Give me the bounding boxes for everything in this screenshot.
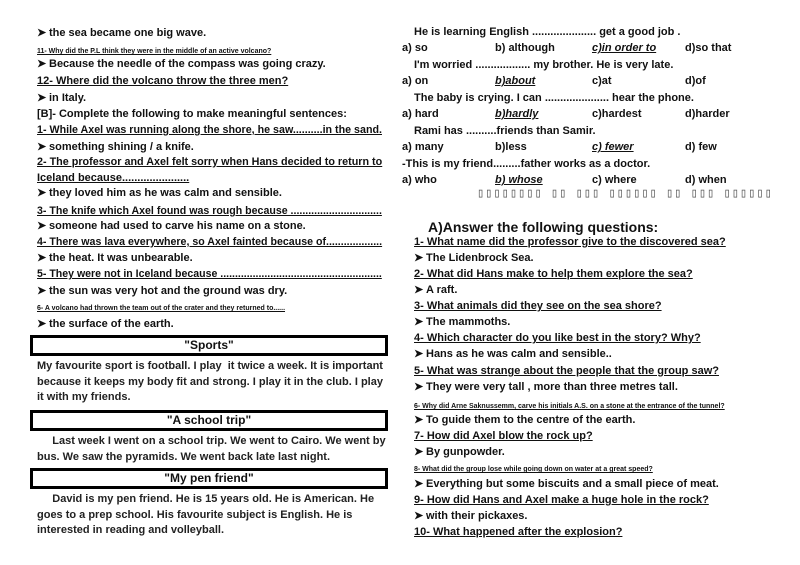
- arrow-bullet-icon: ➤: [414, 316, 424, 328]
- question-line: [37, 156, 382, 169]
- mcq-option: d)of: [685, 75, 706, 87]
- question-line: [37, 124, 382, 137]
- mcq-option: b) although: [495, 42, 555, 54]
- line-text: To guide them to the centre of the earth.: [426, 414, 636, 426]
- line-text: 7- How did Axel blow the rock up?: [414, 430, 593, 442]
- mcq-option: b) whose: [495, 174, 543, 186]
- mcq-option: c)hardest: [592, 108, 642, 120]
- answer-line: [414, 478, 719, 491]
- line-text: the sea became one big wave.: [49, 27, 207, 39]
- arrow-bullet-icon: ➤: [37, 92, 47, 104]
- answer-line: [37, 187, 282, 200]
- arrow-bullet-icon: ➤: [37, 285, 47, 297]
- line-text: Everything but some biscuits and a small piece of meat.: [426, 478, 719, 490]
- arrow-bullet-icon: ➤: [37, 318, 47, 330]
- line-text: in Italy.: [49, 92, 87, 104]
- school-trip-heading: "A school trip": [30, 410, 388, 431]
- line-text: the surface of the earth.: [49, 318, 174, 330]
- mcq-stem: Rami has ..........friends than Samir.: [414, 125, 596, 137]
- arrow-bullet-icon: ➤: [414, 381, 424, 393]
- answer-line: [37, 318, 174, 331]
- mcq-option: b)less: [495, 141, 527, 153]
- line-text: By gunpowder.: [426, 446, 505, 458]
- sports-heading: "Sports": [30, 335, 388, 356]
- line-text: someone had used to carve his name on a stone.: [49, 220, 306, 232]
- line-text: Because the needle of the compass was going crazy.: [49, 58, 326, 70]
- unreadable-text: ▯▯▯▯▯▯▯▯ ▯▯ ▯▯▯ ▯▯▯▯▯▯ ▯▯ ▯▯▯ ▯▯▯▯▯▯: [476, 186, 773, 201]
- line-text: [B]- Complete the following to make meaningful sentences:: [37, 108, 347, 120]
- mcq-option: c)at: [592, 75, 612, 87]
- mcq-stem: I'm worried .................. my brother. He is very late.: [414, 59, 674, 71]
- question-line: [414, 268, 693, 281]
- line-text: Iceland because......................: [37, 172, 190, 184]
- arrow-bullet-icon: ➤: [37, 252, 47, 264]
- mcq-option: a) who: [402, 174, 437, 186]
- answer-line: [37, 220, 306, 233]
- line-text: 4- Which character do you like best in the story? Why?: [414, 332, 701, 344]
- line-text: the heat. It was unbearable.: [49, 252, 193, 264]
- question-line: [37, 205, 382, 218]
- mcq-option: c) where: [592, 174, 637, 186]
- sports-paragraph: My favourite sport is football. I play it twice a week. It is important because it keeps my body fit and strong. I play it in the club. I play it with my friends.: [37, 360, 387, 403]
- mcq-option: a) so: [402, 42, 428, 54]
- arrow-bullet-icon: ➤: [37, 187, 47, 199]
- question-line: [414, 300, 662, 313]
- line-text: The mammoths.: [426, 316, 511, 328]
- answer-line: [414, 381, 678, 394]
- question-line: [414, 400, 725, 413]
- arrow-bullet-icon: ➤: [414, 446, 424, 458]
- line-text: something shining / a knife.: [49, 141, 194, 153]
- question-line: [37, 45, 271, 58]
- mcq-option: c)in order to: [592, 42, 657, 54]
- arrow-bullet-icon: ➤: [37, 220, 47, 232]
- line-text: with their pickaxes.: [426, 510, 528, 522]
- answer-line: [37, 285, 287, 298]
- mcq-stem: -This is my friend.........father works as a doctor.: [402, 158, 651, 170]
- answer-line: [37, 27, 206, 40]
- line-text: they loved him as he was calm and sensible.: [49, 187, 282, 199]
- question-line: [37, 236, 382, 249]
- mcq-option: d)harder: [685, 108, 730, 120]
- line-text: 5- What was strange about the people that the group saw?: [414, 365, 719, 377]
- mcq-option: a) on: [402, 75, 429, 87]
- question-line: [414, 365, 719, 378]
- answer-line: [414, 348, 612, 361]
- arrow-bullet-icon: ➤: [37, 141, 47, 153]
- line-text: 1- What name did the professor give to the discovered sea?: [414, 236, 726, 248]
- section-heading: A)Answer the following questions:: [428, 219, 659, 235]
- mcq-option: d)so that: [685, 42, 732, 54]
- line-text: 5- They were not in Iceland because .......................................................: [37, 268, 382, 280]
- line-text: Hans as he was calm and sensible..: [426, 348, 612, 360]
- mcq-option: b)about: [495, 75, 536, 87]
- mcq-option: a) many: [402, 141, 444, 153]
- line-text: 11- Why did the P.L think they were in the middle of an active volcano?: [37, 48, 272, 55]
- answer-line: [414, 414, 635, 427]
- line-text: 2- The professor and Axel felt sorry when Hans decided to return to: [37, 156, 383, 168]
- line-text: 10- What happened after the explosion?: [414, 526, 623, 538]
- answer-line: [37, 92, 86, 105]
- line-text: 1- While Axel was running along the shore, he saw..........in the sand.: [37, 124, 382, 136]
- answer-line: [414, 446, 505, 459]
- question-line: [37, 75, 288, 88]
- answer-line: [37, 141, 194, 154]
- arrow-bullet-icon: ➤: [414, 478, 424, 490]
- arrow-bullet-icon: ➤: [37, 27, 47, 39]
- answer-line: [37, 252, 193, 265]
- mcq-option: a) hard: [402, 108, 439, 120]
- pen-friend-paragraph: David is my pen friend. He is 15 years old. He is American. He goes to a prep school. His favourite subject is English. He is interested in reading and volleyball.: [37, 493, 378, 536]
- question-line: [414, 332, 701, 345]
- arrow-bullet-icon: ➤: [414, 348, 424, 360]
- arrow-bullet-icon: ➤: [414, 284, 424, 296]
- line-text: 6- Why did Arne Saknussemm, carve his initials A.S. on a stone at the entrance of the tunnel?: [414, 403, 725, 410]
- question-line: [37, 268, 382, 281]
- mcq-option: d) when: [685, 174, 727, 186]
- answer-line: [37, 108, 347, 121]
- question-line: [414, 463, 653, 476]
- school-trip-paragraph: Last week I went on a school trip. We went to Cairo. We went by bus. We saw the pyramids. We went back late last night.: [37, 435, 389, 463]
- question-line: [414, 236, 726, 249]
- line-text: 12- Where did the volcano throw the three men?: [37, 75, 289, 87]
- mcq-stem: He is learning English ..................... get a good job .: [414, 26, 681, 38]
- line-text: 6- A volcano had thrown the team out of the crater and they returned to......: [37, 305, 286, 312]
- line-text: 3- What animals did they see on the sea shore?: [414, 300, 662, 312]
- line-text: The Lidenbrock Sea.: [426, 252, 534, 264]
- arrow-bullet-icon: ➤: [414, 414, 424, 426]
- question-line: [414, 494, 709, 507]
- question-line: [37, 172, 189, 185]
- line-text: 9- How did Hans and Axel make a huge hole in the rock?: [414, 494, 709, 506]
- arrow-bullet-icon: ➤: [414, 252, 424, 264]
- mcq-option: d) few: [685, 141, 717, 153]
- line-text: They were very tall , more than three metres tall.: [426, 381, 678, 393]
- question-line: [414, 526, 622, 539]
- pen-friend-heading: "My pen friend": [30, 468, 388, 489]
- arrow-bullet-icon: ➤: [414, 510, 424, 522]
- question-line: [414, 430, 593, 443]
- answer-line: [414, 284, 457, 297]
- mcq-option: b)hardly: [495, 108, 539, 120]
- line-text: 2- What did Hans make to help them explore the sea?: [414, 268, 693, 280]
- answer-line: [414, 316, 510, 329]
- line-text: A raft.: [426, 284, 458, 296]
- line-text: 3- The knife which Axel found was rough because ...............................: [37, 205, 382, 217]
- line-text: 8- What did the group lose while going down on water at a great speed?: [414, 466, 653, 473]
- answer-line: [37, 58, 326, 71]
- arrow-bullet-icon: ➤: [37, 58, 47, 70]
- question-line: [37, 302, 285, 315]
- answer-line: [414, 510, 527, 523]
- mcq-option: c) fewer: [592, 141, 634, 153]
- mcq-stem: The baby is crying. I can ..................... hear the phone.: [414, 92, 694, 104]
- line-text: the sun was very hot and the ground was dry.: [49, 285, 288, 297]
- line-text: 4- There was lava everywhere, so Axel fainted because of...................: [37, 236, 383, 248]
- answer-line: [414, 252, 534, 265]
